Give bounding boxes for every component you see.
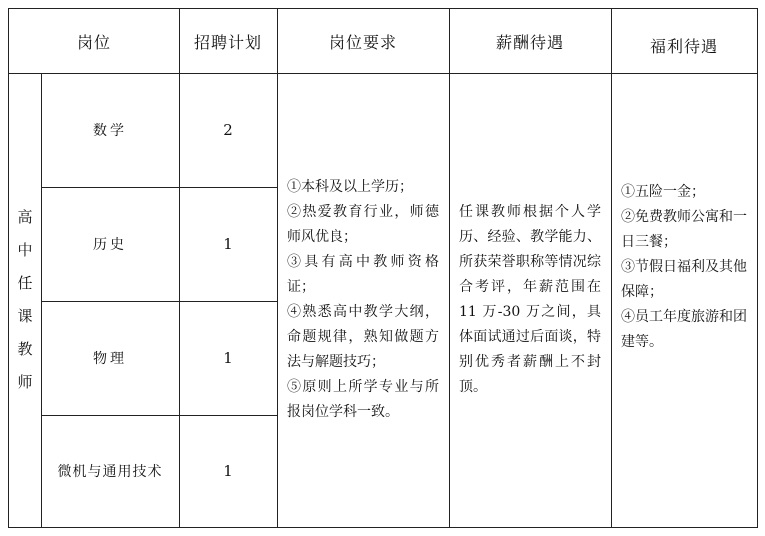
subject-cell: 物理: [93, 351, 127, 367]
requirement-item: ③具有高中教师资格证；: [287, 254, 439, 295]
count-cell: 1: [223, 235, 233, 253]
welfare-item: ④员工年度旅游和团建等。: [621, 308, 747, 350]
header-plan: 招聘计划: [193, 32, 262, 52]
recruitment-table: [8, 8, 758, 528]
requirements-list: [287, 175, 439, 425]
requirement-item: ①本科及以上学历；: [287, 179, 413, 195]
requirement-item: ②热爱教育行业，师德师风优良；: [287, 204, 439, 245]
subject-cell: 微机与通用技术: [57, 464, 163, 480]
count-cell: 2: [223, 121, 233, 139]
count-cell: 1: [223, 462, 233, 480]
welfare-list: [621, 180, 747, 355]
salary-text: 任课教师根据个人学历、经验、教学能力、所获荣誉职称等情况综合考评，年薪范围在 11 万-30 万之间，具体面试通过后面谈，特别优秀者薪酬上不封顶。: [459, 204, 601, 395]
group-label-cell: [9, 73, 41, 527]
requirement-item: ⑤原则上所学专业与所报岗位学科一致。: [287, 379, 439, 420]
requirement-item: ④熟悉高中教学大纲，命题规律，熟知做题方法与解题技巧；: [287, 304, 439, 370]
welfare-item: ③节假日福利及其他保障；: [621, 258, 747, 300]
welfare-cell: [611, 73, 757, 527]
subject-cell: 历史: [93, 237, 127, 253]
welfare-item: ①五险一金；: [621, 183, 705, 200]
header-requirements: 岗位要求: [328, 32, 397, 52]
requirements-cell: [277, 73, 449, 527]
count-cell: 1: [223, 349, 233, 367]
header-salary: 薪酬待遇: [495, 32, 564, 52]
header-position: 岗位: [76, 32, 111, 52]
welfare-item: ②免费教师公寓和一日三餐；: [621, 208, 747, 250]
header-welfare: 福利待遇: [649, 36, 718, 56]
salary-cell: [449, 73, 611, 527]
subject-cell: 数学: [93, 123, 127, 139]
group-label: 高中任课教师: [17, 208, 33, 391]
